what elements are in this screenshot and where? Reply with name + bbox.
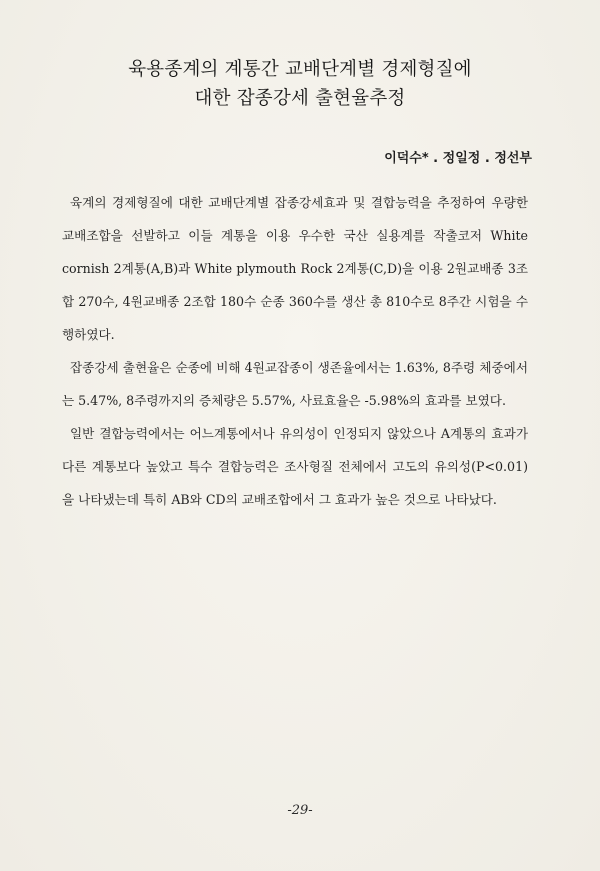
abstract-body — [62, 186, 528, 516]
page-number: -29- — [287, 803, 313, 818]
abstract-paragraph-3: 일반 결합능력에서는 어느계통에서나 유의성이 인정되지 않았으나 A계통의 효과가 다른 계통보다 높았고 특수 결합능력은 조사형질 전체에서 고도의 유의성(P<0.01)을 나타냈는데 특히 AB와 CD의 교배조합에서 그 효과가 높은 것으로 나타났다. — [62, 426, 528, 507]
abstract-paragraph-2: 잡종강세 출현율은 순종에 비해 4원교잡종이 생존율에서는 1.63%, 8주령 체중에서는 5.47%, 8주령까지의 증체량은 5.57%, 사료효율은 -5.98%의 효과를 보였다. — [62, 360, 528, 408]
abstract-paragraph-1: 육계의 경제형질에 대한 교배단계별 잡종강세효과 및 결합능력을 추정하여 우량한 교배조합을 선발하고 이들 계통을 이용 우수한 국산 실용계를 작출코저 White cornish 2계통(A,B)과 White plymouth Rock 2계통(C,D)을 이용 2원교배종 3조합 270수, 4원교배종 2조합 180수 순종 360수를 생산 총 810수로 8주간 시험을 수행하였다. — [62, 195, 528, 342]
author-line: 이덕수* . 정일정 . 정선부 — [384, 151, 532, 166]
page-title — [60, 55, 540, 113]
title-line-2: 대한 잡종강세 출현율추정 — [194, 88, 406, 109]
title-line-1: 육용종계의 계통간 교배단계별 경제형질에 — [128, 59, 472, 80]
